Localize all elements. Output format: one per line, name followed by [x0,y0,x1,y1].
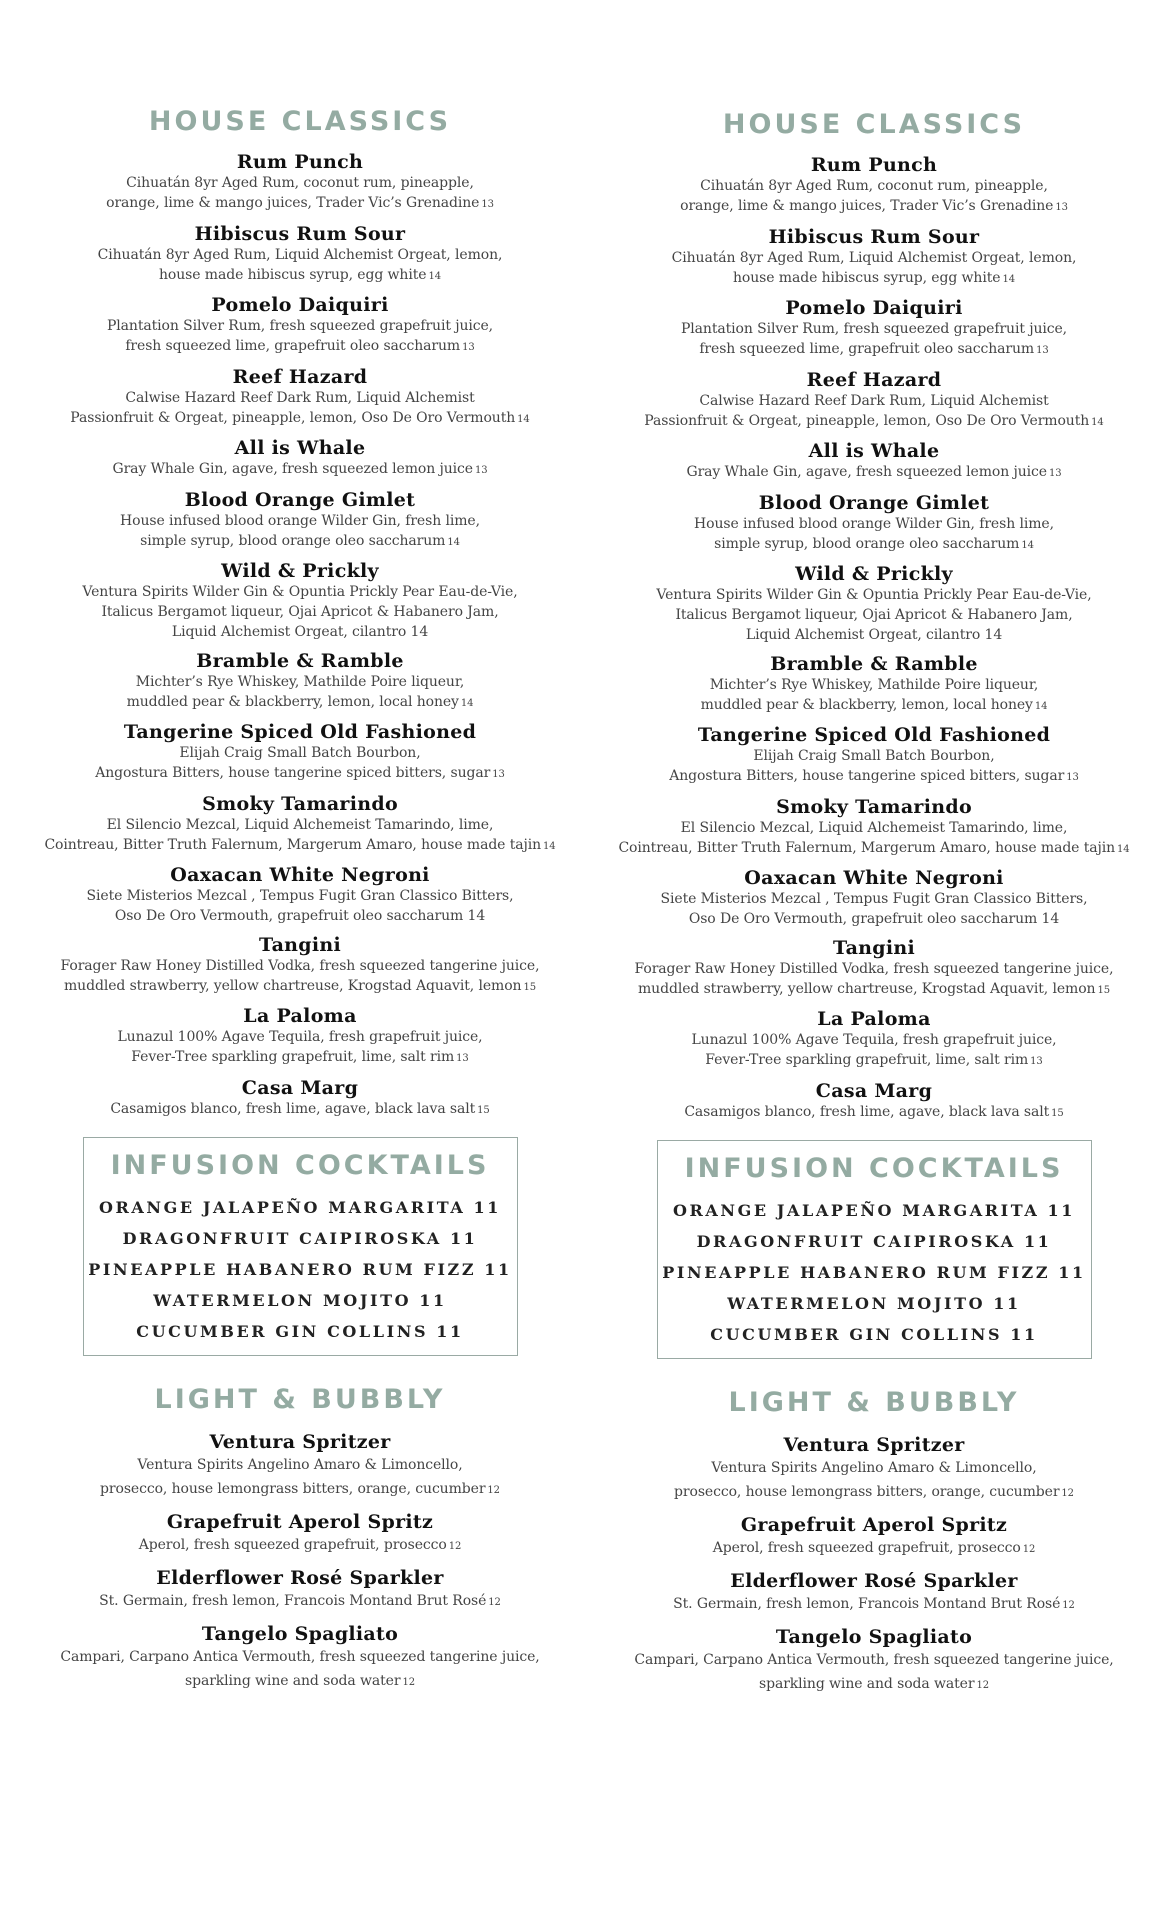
menu-item-description [596,176,1152,196]
light-bubbly-section [22,1382,578,1695]
menu-item [596,227,1152,290]
menu-item-name: Casa Marg [815,1079,933,1102]
menu-item-name: Tangelo Spagliato [775,1625,973,1648]
menu-item [22,935,578,998]
description-line: Angostura Bitters, house tangerine spiced bitters, sugar [95,765,491,781]
menu-item-price: 15 [1097,984,1110,996]
description-line: Lunazul 100% Agave Tequila, fresh grapefruit juice, [117,1029,483,1045]
description-line: Casamigos blanco, fresh lime, agave, black lava salt [110,1100,476,1117]
description-line: Siete Misterios Mezcal , Tempus Fugit Gran Classico Bitters, [660,891,1088,907]
menu-item-price: 12 [1022,1543,1036,1555]
menu-item-price: 12 [448,1540,462,1552]
menu-list [596,155,1152,1124]
menu-item-name: Wild & Prickly [795,563,953,585]
description-line: muddled pear & blackberry, lemon, local honey [700,696,1033,713]
menu-item-description [596,605,1152,625]
menu-item [596,1627,1152,1698]
menu-item-description [22,511,578,531]
menu-item-price: 14 [1002,273,1015,285]
menu-item-name: Tangini [258,933,342,956]
menu-item-price: 12 [488,1596,501,1608]
description-line: Fever-Tree sparkling grapefruit, lime, salt rim [705,1052,1029,1068]
menu-item-description [596,268,1152,290]
menu-item-description [22,245,578,265]
description-line: St. Germain, fresh lemon, Francois Montand Brut Rosé [673,1595,1061,1612]
menu-item-description [596,746,1152,766]
infusion-item: DRAGONFRUIT CAIPIROSKA 11 [696,1231,1052,1251]
menu-item-description [596,1480,1152,1506]
menu-item-description [596,889,1152,909]
menu-item-name: Casa Marg [241,1076,359,1099]
menu-item [22,295,578,358]
description-line: Passionfruit & Orgeat, pineapple, lemon, Oso De Oro Vermouth [644,412,1090,429]
menu-item [596,370,1152,433]
description-line: Passionfruit & Orgeat, pineapple, lemon, Oso De Oro Vermouth [70,409,516,426]
menu-item-description [596,625,1152,645]
menu-item-description [596,1536,1152,1562]
menu-item-name: Grapefruit Aperol Spritz [166,1510,434,1533]
menu-item-description [596,766,1152,788]
infusion-cocktails-section [657,1140,1092,1359]
section-title: INFUSION COCKTAILS [684,1152,1064,1184]
description-line: Cihuatán 8yr Aged Rum, Liquid Alchemist Orgeat, lemon, [97,246,503,263]
menu-item-description [22,193,578,215]
menu-item-description [596,1456,1152,1480]
infusion-item: PINEAPPLE HABANERO RUM FIZZ 11 [88,1259,512,1279]
menu-item-name: Hibiscus Rum Sour [194,222,406,245]
menu-item-price: 12 [1061,1487,1074,1499]
menu-item [22,1432,578,1503]
menu-item-description [22,1477,578,1503]
menu-item [596,1435,1152,1506]
menu-item-name: Pomelo Daiquiri [211,294,389,316]
description-line: sparkling wine and soda water [185,1672,401,1689]
menu-item [22,561,578,642]
description-line: prosecco, house lemongrass bitters, orange, cucumber [674,1483,1060,1500]
menu-item-price: 13 [462,342,475,353]
light-bubbly-section [596,1385,1152,1698]
menu-item-price: 12 [402,1676,415,1688]
menu-item-description [22,835,578,857]
description-line: Calwise Hazard Reef Dark Rum, Liquid Alchemist [125,389,475,406]
menu-item-name: Grapefruit Aperol Spritz [740,1513,1008,1536]
description-line: Ventura Spirits Angelino Amaro & Limoncello, [137,1456,463,1473]
description-line: House infused blood orange Wilder Gin, fresh lime, [694,515,1054,532]
description-line: sparkling wine and soda water [759,1675,975,1692]
menu-item [596,155,1152,218]
menu-item-name: Blood Orange Gimlet [758,491,990,514]
description-line: Angostura Bitters, house tangerine spiced bitters, sugar [669,768,1065,784]
description-line: Plantation Silver Rum, fresh squeezed grapefruit juice, [106,318,494,334]
menu-item-name: Hibiscus Rum Sour [768,225,980,248]
menu-item [22,722,578,785]
menu-item [596,298,1152,361]
menu-item [22,1078,578,1121]
infusion-item: CUCUMBER GIN COLLINS 11 [136,1321,464,1341]
menu-item-name: Tangerine Spiced Old Fashioned [123,721,477,743]
menu-column-left [22,104,578,1704]
menu-item-description [596,1030,1152,1050]
menu-item-description [596,462,1152,484]
menu-item-description [596,818,1152,838]
menu-item-description [596,534,1152,556]
menu-item [596,797,1152,860]
menu-item-name: All is Whale [234,437,366,459]
description-line: simple syrup, blood orange oleo saccharum [714,535,1020,552]
menu-item-name: Bramble & Ramble [770,652,978,675]
menu-item-description [596,1050,1152,1072]
menu-item-description [596,695,1152,717]
infusion-item: ORANGE JALAPEÑO MARGARITA 11 [98,1197,502,1217]
menu-item-description [596,319,1152,339]
description-line: Michter’s Rye Whiskey, Mathilde Poire liqueur, [135,673,465,690]
menu-item-description [596,1592,1152,1618]
menu-item-name: Pomelo Daiquiri [785,297,963,319]
menu-item-description [22,1453,578,1477]
menu-item-description [596,1102,1152,1124]
menu-item-price: 13 [1030,1056,1043,1067]
description-line: orange, lime & mango juices, Trader Vic’s Grenadine [680,198,1054,214]
menu-item [22,865,578,926]
menu-item-description [596,514,1152,534]
menu-item-description [596,411,1152,433]
menu-item [22,651,578,714]
infusion-item: DRAGONFRUIT CAIPIROSKA 11 [122,1228,478,1248]
infusion-item: CUCUMBER GIN COLLINS 11 [710,1324,1038,1344]
description-line: Calwise Hazard Reef Dark Rum, Liquid Alchemist [699,392,1049,409]
menu-item-price: 15 [1051,1107,1064,1119]
menu-item-price: 13 [1048,468,1062,479]
menu-item [22,794,578,857]
menu-item-name: Tangerine Spiced Old Fashioned [697,724,1051,746]
menu-item-description [596,196,1152,218]
description-line: simple syrup, blood orange oleo saccharum [140,532,446,549]
menu-item-description [22,622,578,642]
menu-item-price: 14 [1034,700,1048,712]
description-line: El Silencio Mezcal, Liquid Alchemeist Tamarindo, lime, [106,816,494,833]
menu-item-price: 13 [1036,345,1049,356]
house-classics-section [22,104,578,1121]
menu-item [22,438,578,481]
menu-list [22,1432,578,1695]
description-line: prosecco, house lemongrass bitters, orange, cucumber [100,1480,486,1497]
menu-item-price: 14 [517,413,530,425]
menu-item [596,1009,1152,1072]
description-line: Michter’s Rye Whiskey, Mathilde Poire liqueur, [709,676,1039,693]
description-line: Elijah Craig Small Batch Bourbon, [179,745,421,761]
menu-item [596,493,1152,556]
menu-item-name: All is Whale [808,440,940,462]
menu-list [22,152,578,1121]
menu-item-price: 15 [477,1104,490,1116]
section-title: INFUSION COCKTAILS [110,1149,490,1181]
menu-item-name: Tangini [832,936,916,959]
menu-item-description [22,1669,578,1695]
description-line: Italicus Bergamot liqueur, Ojai Apricot & Habanero Jam, [101,604,499,620]
description-line: Fever-Tree sparkling grapefruit, lime, salt rim [131,1049,455,1065]
menu-item [596,938,1152,1001]
menu-item-name: Oaxacan White Negroni [744,867,1004,889]
menu-item [22,152,578,215]
menu-column-right [596,107,1152,1707]
menu-item-description [596,1648,1152,1672]
menu-item-description [22,1047,578,1069]
menu-item-price: 12 [976,1679,989,1691]
menu-list [596,1435,1152,1698]
menu-item-description [22,602,578,622]
infusion-cocktails-section [83,1137,518,1356]
menu-item-name: Reef Hazard [232,365,368,388]
menu-item-price: 14 [1117,843,1130,855]
description-line: El Silencio Mezcal, Liquid Alchemeist Tamarindo, lime, [680,819,1068,836]
menu-item-name: Blood Orange Gimlet [184,488,416,511]
description-line: Gray Whale Gin, agave, fresh squeezed lemon juice [686,464,1047,480]
description-line: Oso De Oro Vermouth, grapefruit oleo saccharum 14 [688,911,1060,927]
description-line: Casamigos blanco, fresh lime, agave, black lava salt [684,1103,1050,1120]
menu-item-name: Bramble & Ramble [196,649,404,672]
description-line: Italicus Bergamot liqueur, Ojai Apricot & Habanero Jam, [675,607,1073,623]
section-title: LIGHT & BUBBLY [728,1386,1020,1418]
description-line: Cointreau, Bitter Truth Falernum, Margerum Amaro, house made tajin [44,836,542,853]
menu-item-name: Tangelo Spagliato [201,1622,399,1645]
menu-item-description [22,692,578,714]
description-line: Ventura Spirits Wilder Gin & Opuntia Prickly Pear Eau-de-Vie, [82,584,518,600]
menu-item-description [22,582,578,602]
description-line: muddled pear & blackberry, lemon, local honey [126,693,459,710]
menu-item-price: 13 [492,769,505,780]
menu-item-price: 14 [543,840,556,852]
menu-item-name: Rum Punch [236,151,364,173]
menu-item [22,490,578,553]
description-line: Aperol, fresh squeezed grapefruit, prosecco [138,1536,447,1553]
menu-item-description [22,316,578,336]
menu-item [596,868,1152,929]
infusion-item: ORANGE JALAPEÑO MARGARITA 11 [672,1200,1076,1220]
description-line: Campari, Carpano Antica Vermouth, fresh squeezed tangerine juice, [634,1651,1114,1668]
menu-item-description [596,585,1152,605]
menu-item-price: 13 [474,465,488,476]
description-line: Cihuatán 8yr Aged Rum, coconut rum, pineapple, [126,175,474,191]
menu-item-description [22,388,578,408]
infusion-item: WATERMELON MOJITO 11 [153,1290,447,1310]
menu-item-description [22,1645,578,1669]
description-line: Aperol, fresh squeezed grapefruit, prosecco [712,1539,1021,1556]
description-line: Forager Raw Honey Distilled Vodka, fresh squeezed tangerine juice, [60,957,540,974]
menu-item-description [22,173,578,193]
menu-item-description [596,979,1152,1001]
description-line: house made hibiscus syrup, egg white [159,266,427,283]
menu-item-description [596,909,1152,929]
menu-item-description [22,408,578,430]
menu-item-price: 13 [1066,772,1079,783]
description-line: Cihuatán 8yr Aged Rum, Liquid Alchemist Orgeat, lemon, [671,249,1077,266]
description-line: Campari, Carpano Antica Vermouth, fresh squeezed tangerine juice, [60,1648,540,1665]
menu-item [22,1006,578,1069]
section-title: HOUSE CLASSICS [722,109,1026,140]
menu-item-description [22,1099,578,1121]
menu-item-description [22,886,578,906]
menu-item [596,441,1152,484]
section-title: LIGHT & BUBBLY [154,1383,446,1415]
menu-item-description [22,956,578,976]
description-line: House infused blood orange Wilder Gin, fresh lime, [120,512,480,529]
menu-item-price: 12 [1062,1599,1075,1611]
description-line: Cihuatán 8yr Aged Rum, coconut rum, pineapple, [700,178,1048,194]
menu-item-price: 13 [1055,202,1068,213]
menu-item-price: 13 [481,199,494,210]
menu-item-description [596,339,1152,361]
menu-item-description [22,1589,578,1615]
menu-item [596,725,1152,788]
menu-item [596,654,1152,717]
menu-item-name: Ventura Spritzer [209,1430,391,1453]
description-line: Liquid Alchemist Orgeat, cilantro 14 [171,624,429,640]
description-line: Gray Whale Gin, agave, fresh squeezed lemon juice [112,461,473,477]
description-line: Oso De Oro Vermouth, grapefruit oleo saccharum 14 [114,908,486,924]
description-line: fresh squeezed lime, grapefruit oleo saccharum [125,338,461,354]
menu-item-description [596,391,1152,411]
description-line: house made hibiscus syrup, egg white [733,269,1001,286]
description-line: Forager Raw Honey Distilled Vodka, fresh squeezed tangerine juice, [634,960,1114,977]
menu-item-name: La Paloma [817,1008,931,1030]
menu-item-name: Smoky Tamarindo [202,792,398,815]
menu-item-name: Ventura Spritzer [783,1433,965,1456]
menu-item-price: 13 [456,1053,469,1064]
menu-item-description [22,976,578,998]
description-line: Cointreau, Bitter Truth Falernum, Margerum Amaro, house made tajin [618,839,1116,856]
description-line: muddled strawberry, yellow chartreuse, Krogstad Aquavit, lemon [638,980,1096,997]
menu-item-description [596,838,1152,860]
menu-item-description [22,459,578,481]
menu-item-description [596,248,1152,268]
menu-item-name: Elderflower Rosé Sparkler [156,1566,444,1589]
menu-item [596,1081,1152,1124]
infusion-item: PINEAPPLE HABANERO RUM FIZZ 11 [662,1262,1086,1282]
description-line: Ventura Spirits Wilder Gin & Opuntia Prickly Pear Eau-de-Vie, [656,587,1092,603]
menu-item-description [22,1533,578,1559]
description-line: Lunazul 100% Agave Tequila, fresh grapefruit juice, [691,1032,1057,1048]
menu-item [22,1568,578,1615]
menu-item-description [22,1027,578,1047]
menu-item-description [22,906,578,926]
description-line: orange, lime & mango juices, Trader Vic’s Grenadine [106,195,480,211]
menu-item-name: Wild & Prickly [221,560,379,582]
menu-item [22,224,578,287]
menu-item-name: Elderflower Rosé Sparkler [730,1569,1018,1592]
menu-item-price: 12 [487,1484,500,1496]
menu-item-description [596,959,1152,979]
menu-item-price: 14 [460,697,474,709]
menu-item [596,564,1152,645]
menu-item-name: Reef Hazard [806,368,942,391]
description-line: Plantation Silver Rum, fresh squeezed grapefruit juice, [680,321,1068,337]
menu-item-price: 15 [523,981,536,993]
menu-item-description [22,743,578,763]
menu-item-description [22,672,578,692]
infusion-item: WATERMELON MOJITO 11 [727,1293,1021,1313]
menu-item [22,1624,578,1695]
description-line: muddled strawberry, yellow chartreuse, Krogstad Aquavit, lemon [64,977,522,994]
menu-item-description [22,815,578,835]
menu-item-price: 14 [1091,416,1104,428]
menu-item [596,1515,1152,1562]
menu-item-description [22,531,578,553]
menu-item-name: Rum Punch [810,154,938,176]
menu-item [22,1512,578,1559]
menu-item-description [22,336,578,358]
menu-item-description [596,675,1152,695]
menu-item-price: 14 [447,536,460,548]
description-line: fresh squeezed lime, grapefruit oleo saccharum [699,341,1035,357]
section-title: HOUSE CLASSICS [148,106,452,137]
description-line: Liquid Alchemist Orgeat, cilantro 14 [745,627,1003,643]
description-line: Ventura Spirits Angelino Amaro & Limoncello, [711,1459,1037,1476]
house-classics-section [596,107,1152,1124]
menu-item [22,367,578,430]
menu-item-price: 14 [1021,539,1034,551]
menu-item [596,1571,1152,1618]
menu-item-description [596,1672,1152,1698]
description-line: St. Germain, fresh lemon, Francois Montand Brut Rosé [99,1592,487,1609]
menu-item-description [22,265,578,287]
menu-item-name: Oaxacan White Negroni [170,864,430,886]
menu-item-price: 14 [428,270,441,282]
description-line: Siete Misterios Mezcal , Tempus Fugit Gran Classico Bitters, [86,888,514,904]
menu-item-name: La Paloma [243,1005,357,1027]
menu-item-name: Smoky Tamarindo [776,795,972,818]
description-line: Elijah Craig Small Batch Bourbon, [753,748,995,764]
menu-item-description [22,763,578,785]
